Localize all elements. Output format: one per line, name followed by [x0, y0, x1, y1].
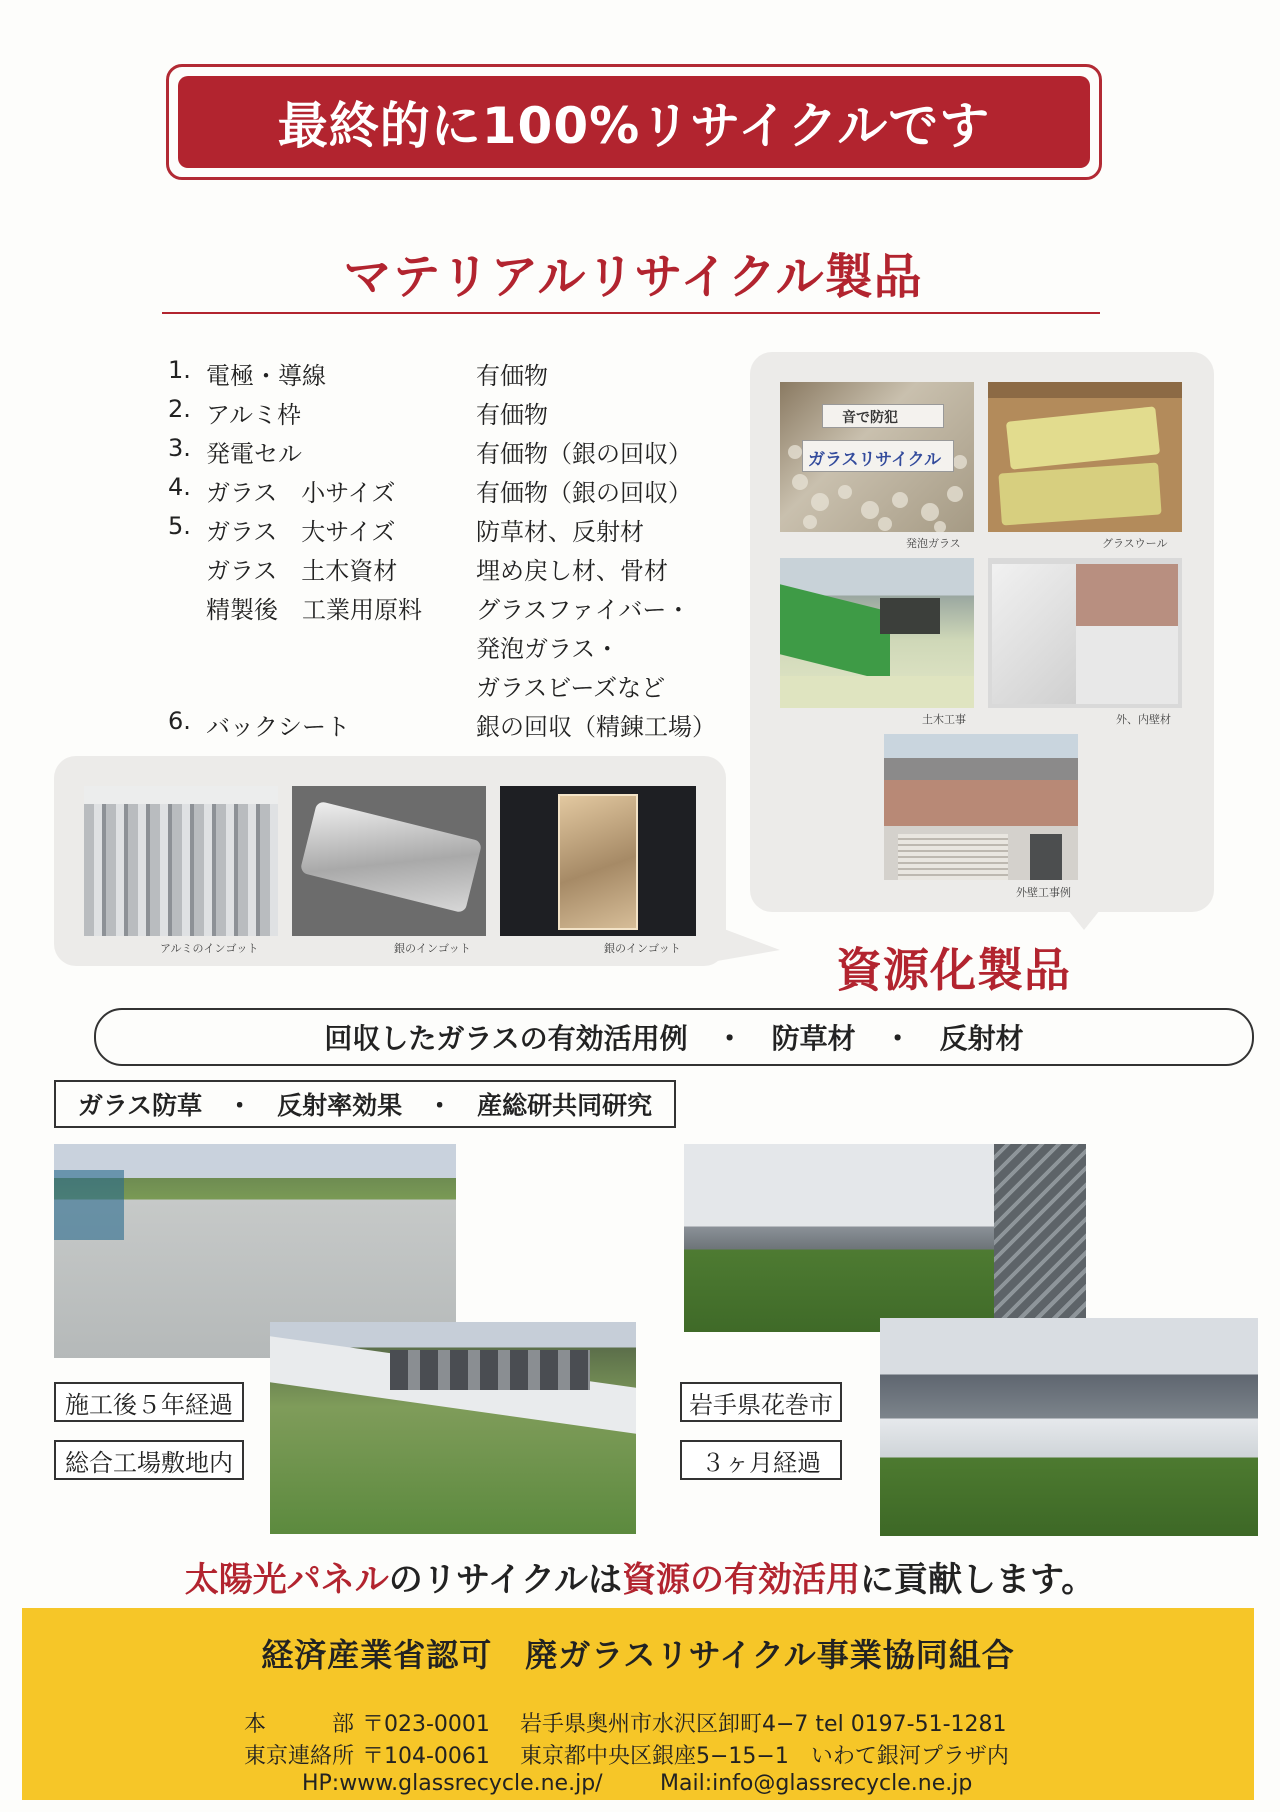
silver-ingot-photo-1: [292, 786, 486, 936]
wool-slab-bottom: [998, 462, 1161, 525]
hq-label: 本 部: [244, 1712, 355, 1737]
usage-heading: 回収したガラスの有効活用例 ・ 防草材 ・ 反射材: [94, 1008, 1254, 1066]
list-item-value: 防草材、反射材: [476, 518, 644, 546]
list-item-name: ガラス 小サイズ: [206, 479, 396, 507]
hq-zip: 〒023-0001: [362, 1712, 490, 1737]
civil-engineering-photo: [780, 558, 974, 708]
list-item-name: 発電セル: [206, 440, 302, 468]
list-item-value: グラスファイバー・: [476, 596, 691, 624]
solar-panel-frame: [994, 1144, 1086, 1332]
solar-field-photo-2: [880, 1318, 1258, 1536]
solar-field-photo-1: [684, 1144, 1086, 1332]
list-item-name: 電極・導線: [206, 362, 326, 390]
list-number: 6.: [168, 707, 191, 735]
list-number: 2.: [168, 395, 191, 423]
tagline-part2: のリサイクルは: [388, 1560, 622, 1600]
ingot-callout-tail: [700, 920, 780, 964]
wall-panel-smooth: [1076, 626, 1178, 704]
list-item-name: ガラス 土木資材: [206, 557, 398, 585]
section-divider: [162, 312, 1100, 314]
tagline-solar-panel: 太陽光パネル: [184, 1560, 389, 1600]
caption-wall: 外、内壁材: [1116, 713, 1171, 726]
tokyo-label: 東京連絡所: [244, 1744, 355, 1769]
silver-ingot-photo-2: [500, 786, 696, 936]
study-heading: ガラス防草 ・ 反射率効果 ・ 産総研共同研究: [54, 1080, 676, 1128]
fence: [54, 1170, 124, 1240]
sign-text-top: 音で防犯: [842, 410, 898, 426]
excavator: [880, 598, 940, 634]
ingot-stack-top: [84, 786, 278, 804]
glass-aggregate-pile: [780, 676, 974, 708]
list-item-value: 有価物: [476, 362, 548, 390]
wall-panel-white: [992, 564, 1082, 704]
list-item-value: 有価物（銀の回収）: [476, 479, 692, 507]
list-item-name: 精製後 工業用原料: [206, 596, 422, 624]
homepage-link[interactable]: HP:www.glassrecycle.ne.jp/: [302, 1771, 603, 1796]
list-number: 1.: [168, 356, 191, 384]
box-edge: [988, 382, 1182, 398]
glass-wool-photo: [988, 382, 1182, 532]
entrance-door: [1030, 834, 1062, 880]
list-item-value: 発泡ガラス・: [476, 635, 620, 663]
list-item-value: ガラスビーズなど: [476, 674, 666, 702]
factory-site-photo: [270, 1322, 636, 1534]
silver-bar: [300, 801, 483, 914]
aluminum-ingot-photo: [84, 786, 278, 936]
label-factory-site: 総合工場敷地内: [54, 1440, 244, 1480]
list-item-name: バックシート: [206, 713, 350, 741]
section-title: マテリアルリサイクル製品: [343, 249, 923, 305]
headline-banner: 最終的に100%リサイクルです: [178, 76, 1090, 168]
list-item-value: 埋め戻し材、骨材: [476, 557, 668, 585]
wall-panel-stone: [1076, 564, 1178, 626]
roof-band: [884, 758, 1078, 780]
sign-text-bottom: ガラスリサイクル: [808, 450, 942, 470]
foam-glass-photo: [780, 382, 974, 532]
list-number: 4.: [168, 473, 191, 501]
hq-address: 岩手県奥州市水沢区卸町4−7 tel 0197-51-1281: [520, 1712, 1007, 1737]
organization-name: 経済産業省認可 廃ガラスリサイクル事業協同組合: [261, 1636, 1015, 1674]
caption-foam-glass: 発泡ガラス: [906, 537, 961, 550]
silver-plate: [558, 794, 638, 930]
caption-silver-ingot-2: 銀のインゴット: [604, 942, 681, 955]
list-item-name: アルミ枠: [206, 401, 302, 429]
label-hanamaki: 岩手県花巻市: [680, 1382, 842, 1422]
caption-aluminum-ingot: アルミのインゴット: [160, 942, 259, 955]
tokyo-zip: 〒104-0061: [362, 1744, 490, 1769]
label-3-months: ３ヶ月経過: [680, 1440, 842, 1480]
label-after-5-years: 施工後５年経過: [54, 1382, 244, 1422]
list-item-value: 有価物: [476, 401, 548, 429]
resource-products-title: 資源化製品: [836, 943, 1071, 997]
list-item-value: 有価物（銀の回収）: [476, 440, 692, 468]
caption-glass-wool: グラスウール: [1102, 537, 1168, 550]
caption-exterior: 外壁工事例: [1016, 886, 1071, 899]
brick-facade: [884, 780, 1078, 826]
list-item-name: ガラス 大サイズ: [206, 518, 396, 546]
stacked-panels: [390, 1350, 590, 1390]
callout-tail: [1060, 900, 1108, 930]
list-number: 5.: [168, 512, 191, 540]
caption-civil: 土木工事: [922, 713, 966, 726]
tagline-part4: に貢献します。: [859, 1560, 1096, 1600]
wall-material-photo: [988, 558, 1182, 708]
list-item-value: 銀の回収（精錬工場）: [476, 713, 716, 741]
tagline: [0, 1552, 1280, 1601]
email-link[interactable]: Mail:info@glassrecycle.ne.jp: [660, 1771, 973, 1796]
truck-bed: [780, 584, 890, 681]
list-number: 3.: [168, 434, 191, 462]
caption-silver-ingot-1: 銀のインゴット: [394, 942, 471, 955]
wool-slab-top: [1006, 406, 1160, 469]
tagline-resource: 資源の有効活用: [621, 1560, 860, 1600]
tokyo-address: 東京都中央区銀座5−15−1 いわて銀河プラザ内: [520, 1744, 1009, 1769]
garage-shutter: [898, 834, 1008, 880]
exterior-wall-photo: [884, 734, 1078, 880]
